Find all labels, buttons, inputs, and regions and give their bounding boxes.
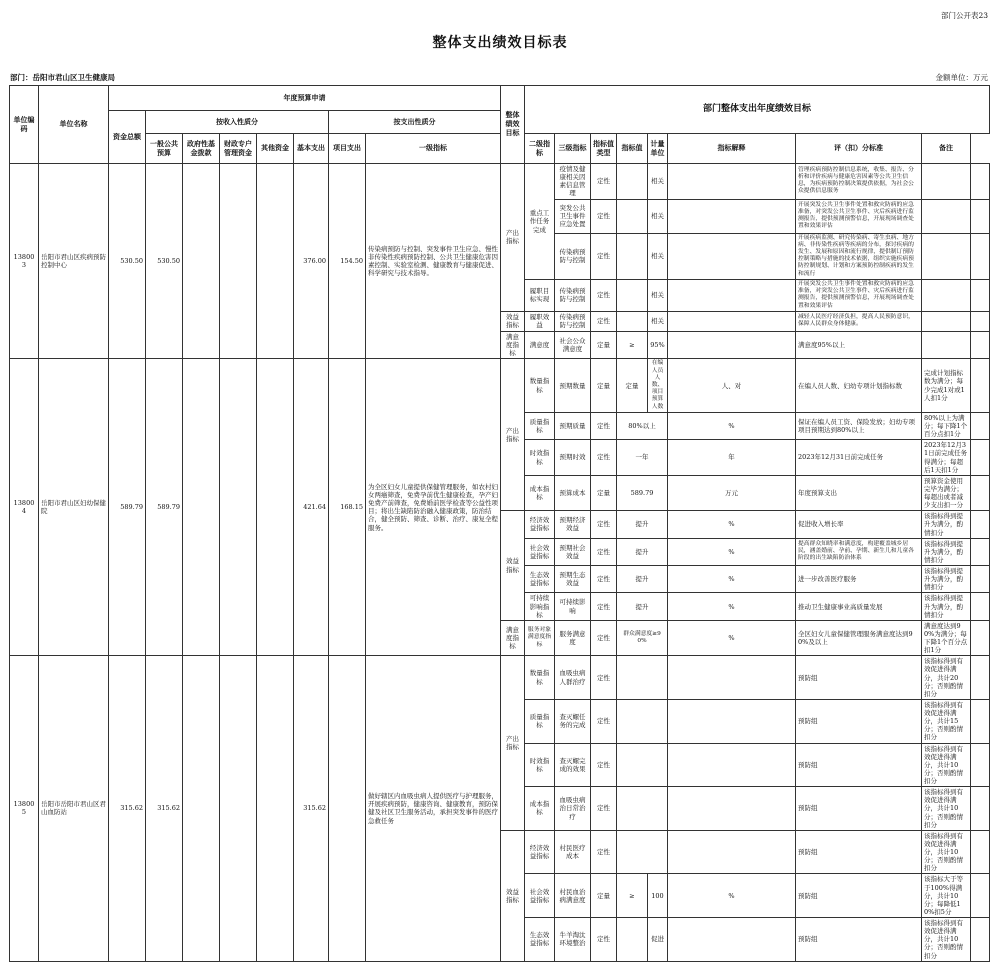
level2-cell: 可持续影响指标	[525, 593, 555, 620]
level2-cell: 时效指标	[525, 743, 555, 787]
unit-cell: %	[668, 538, 796, 565]
remark-cell	[971, 412, 990, 439]
col-level2: 二级指标	[525, 134, 555, 164]
general-public: 530.50	[146, 164, 183, 359]
level2-cell: 质量指标	[525, 699, 555, 743]
level3-cell: 预期经济效益	[555, 511, 591, 538]
value-cell: 提升	[617, 538, 668, 565]
overall-goal: 做好辖区内血吸虫病人提供医疗与护理服务，开展疾病预防，健康咨询、健康教育，预防保健及社区卫生服务活动，承担突发事件的医疗急救任务	[366, 656, 501, 961]
operator-cell	[617, 164, 648, 200]
value-type-cell: 定量	[591, 874, 617, 918]
operator-cell	[617, 233, 648, 279]
explain-cell: 预防组	[796, 743, 922, 787]
operator-cell: ≥	[617, 331, 648, 358]
page-title: 整体支出绩效目标表	[432, 35, 568, 51]
remark-cell	[971, 743, 990, 787]
col-unit-code: 单位编码	[10, 86, 39, 164]
value-type-cell: 定性	[591, 566, 617, 593]
gov-fund	[183, 656, 220, 961]
remark-cell	[971, 620, 990, 656]
level1-cell: 满意度指标	[501, 331, 525, 358]
scoring-cell: 2023年12月31日前完成任务得满分；每超后1天扣1分	[922, 440, 971, 476]
level2-cell: 满意度	[525, 331, 555, 358]
explain-cell: 满意度95%以上	[796, 331, 922, 358]
table-row	[10, 164, 990, 200]
value-type-cell: 定量	[591, 359, 617, 413]
remark-cell	[971, 874, 990, 918]
remark-cell	[971, 656, 990, 700]
value-type-cell: 定性	[591, 918, 617, 962]
scoring-cell: 该指标得到提升为满分，酌情扣分	[922, 593, 971, 620]
value-type-cell: 定性	[591, 699, 617, 743]
other-funds	[257, 359, 294, 656]
value-cell: 相关	[648, 279, 668, 311]
department-label: 部门：岳阳市君山区卫生健康局	[10, 73, 115, 82]
level3-cell: 查灭螺任务的完成	[555, 699, 591, 743]
unit-code: 138003	[10, 164, 39, 359]
value-cell: 提升	[617, 511, 668, 538]
value-cell: 提升	[617, 566, 668, 593]
value-cell: 相关	[648, 199, 668, 233]
scoring-cell	[922, 311, 971, 331]
unit-cell: 人、对	[668, 359, 796, 413]
level2-cell: 质量指标	[525, 412, 555, 439]
value-type-cell: 定性	[591, 279, 617, 311]
table-row	[10, 656, 990, 700]
scoring-cell: 该指标大于等于100%得满分，共计10分；每降低10%扣5分	[922, 874, 971, 918]
remark-cell	[971, 566, 990, 593]
value-cell: 相关	[648, 233, 668, 279]
explain-cell: 管理疾病预防控制信息系统，收集、报告、分析和评价疾病与健康危害因素等公共卫生信息，为疾病预防控制决策提供依据，为社会公众提供信息服务	[796, 164, 922, 200]
unit-cell	[668, 311, 796, 331]
col-value-type: 指标值类型	[591, 134, 617, 164]
value-cell	[617, 830, 668, 874]
explain-cell: 促进收入增长率	[796, 511, 922, 538]
scoring-cell: 该指标得到提升为满分，酌情扣分	[922, 511, 971, 538]
explain-cell: 预防组	[796, 874, 922, 918]
level2-cell: 经济效益指标	[525, 830, 555, 874]
total-funds: 589.79	[109, 359, 146, 656]
level2-cell: 生态效益指标	[525, 566, 555, 593]
explain-cell: 在编人员人数、妇幼专项计划指标数	[796, 359, 922, 413]
level3-cell: 村民医疗成本	[555, 830, 591, 874]
level1-cell: 满意度指标	[501, 620, 525, 656]
value-type-cell: 定性	[591, 787, 617, 831]
operator-cell	[617, 199, 648, 233]
scoring-cell	[922, 233, 971, 279]
level3-cell: 社会公众满意度	[555, 331, 591, 358]
total-funds: 315.62	[109, 656, 146, 961]
unit-cell	[668, 699, 796, 743]
level1-cell: 效益指标	[501, 830, 525, 961]
unit-cell	[668, 787, 796, 831]
unit-cell: %	[668, 874, 796, 918]
remark-cell	[971, 331, 990, 358]
other-funds	[257, 164, 294, 359]
col-budget-apply: 年度预算申请	[109, 86, 501, 111]
unit-cell: %	[668, 593, 796, 620]
header-row-1	[10, 86, 990, 111]
value-cell	[617, 787, 668, 831]
gov-fund	[183, 359, 220, 656]
value-type-cell: 定量	[591, 475, 617, 511]
value-type-cell: 定性	[591, 233, 617, 279]
value-type-cell: 定性	[591, 412, 617, 439]
operator-cell	[617, 918, 648, 962]
col-unit-name: 单位名称	[39, 86, 109, 164]
col-by-expense: 按支出性质分	[329, 111, 501, 134]
basic-exp: 376.00	[294, 164, 329, 359]
level3-cell: 预期时效	[555, 440, 591, 476]
col-value: 指标值	[617, 134, 648, 164]
project-exp	[329, 656, 366, 961]
level3-cell: 村民血治病满意度	[555, 874, 591, 918]
level2-cell: 服务对象满意度指标	[525, 620, 555, 656]
remark-cell	[971, 440, 990, 476]
unit-cell	[668, 331, 796, 358]
general-public: 315.62	[146, 656, 183, 961]
table-row	[10, 359, 990, 413]
unit-cell: %	[668, 412, 796, 439]
col-general-public: 一般公共预算	[146, 134, 183, 164]
unit-cell: %	[668, 566, 796, 593]
col-unit: 计量单位	[648, 134, 668, 164]
level2-cell: 履职目标实现	[525, 279, 555, 311]
explain-cell: 2023年12月31日前完成任务	[796, 440, 922, 476]
basic-exp: 421.64	[294, 359, 329, 656]
level3-cell: 预期生态效益	[555, 566, 591, 593]
unit-cell: %	[668, 511, 796, 538]
col-project-exp: 项目支出	[329, 134, 366, 164]
explain-cell: 开展突发公共卫生事件处置和救灾防病的应急准备，对突发公共卫生事件、灾后疾病进行监测报告，提供预测预警信息，开展现场调查处置和效果评估	[796, 199, 922, 233]
remark-cell	[971, 164, 990, 200]
explain-cell: 预防组	[796, 699, 922, 743]
value-cell: 80%以上	[617, 412, 668, 439]
header-row-3	[10, 134, 990, 164]
col-explain: 指标解释	[668, 134, 796, 164]
col-overall-goal: 整体绩效目标	[501, 86, 525, 164]
col-level1: 一级指标	[366, 134, 501, 164]
value-cell: 相关	[648, 164, 668, 200]
level3-cell: 查灭螺完成的效果	[555, 743, 591, 787]
page-corner-label: 部门公开表23	[940, 11, 988, 20]
level2-cell: 经济效益指标	[525, 511, 555, 538]
unit-cell	[668, 830, 796, 874]
level1-cell: 产出指标	[501, 656, 525, 831]
special-account	[220, 164, 257, 359]
value-cell: 一年	[617, 440, 668, 476]
scoring-cell	[922, 279, 971, 311]
explain-cell: 预防组	[796, 787, 922, 831]
value-cell: 100	[648, 874, 668, 918]
value-type-cell: 定性	[591, 311, 617, 331]
value-type-cell: 定量	[591, 331, 617, 358]
value-cell	[617, 656, 668, 700]
scoring-cell: 该指标得到提升为满分，酌情扣分	[922, 538, 971, 565]
col-gov-fund: 政府性基金拨款	[183, 134, 220, 164]
remark-cell	[971, 830, 990, 874]
gov-fund	[183, 164, 220, 359]
remark-cell	[971, 699, 990, 743]
explain-cell: 预防组	[796, 918, 922, 962]
unit-cell	[668, 918, 796, 962]
overall-goal: 传染病预防与控制、突发事件卫生应急、慢性非传染性疾病预防控制、公共卫生健康危害因素控制、实验室检测、健康教育与健康促进、科学研究与技术指导。	[366, 164, 501, 359]
level3-cell: 血吸虫病人群治疗	[555, 656, 591, 700]
total-funds: 530.50	[109, 164, 146, 359]
explain-cell: 预防组	[796, 656, 922, 700]
level2-cell: 生态效益指标	[525, 918, 555, 962]
level1-cell: 产出指标	[501, 359, 525, 511]
general-public: 589.79	[146, 359, 183, 656]
level3-cell: 传染病预防与控制	[555, 279, 591, 311]
explain-cell: 保证在编人员工资、保险发放；妇幼专项项目预期达到80%以上	[796, 412, 922, 439]
explain-cell: 提高群众知晓率和满意度，构建覆盖城乡居民，涵盖婚前、孕前、孕期、新生儿和儿童各阶段的出生缺陷防治体系	[796, 538, 922, 565]
value-cell: 促进	[648, 918, 668, 962]
value-type-cell: 定性	[591, 538, 617, 565]
level3-cell: 预期质量	[555, 412, 591, 439]
remark-cell	[971, 593, 990, 620]
unit-cell	[668, 656, 796, 700]
value-cell: 在编人员人数、项目预算人数	[648, 359, 668, 413]
scoring-cell	[922, 331, 971, 358]
unit-name: 岳阳市君山区疾病预防控制中心	[39, 164, 109, 359]
basic-exp: 315.62	[294, 656, 329, 961]
level3-cell: 传染病预防与控制	[555, 233, 591, 279]
operator-cell	[617, 311, 648, 331]
special-account	[220, 359, 257, 656]
project-exp: 168.15	[329, 359, 366, 656]
explain-cell: 开展疾病监测、研究传染病、寄生虫病、地方病、非传染性疾病等疾病的分布，探讨疾病的发生、发展和原因和流行规律，提供制订预防控制策略与措施的技术依据，组织实施疾病预防控制规划、计划和方案预防控制疾病的发生和流行	[796, 233, 922, 279]
value-type-cell: 定性	[591, 743, 617, 787]
value-cell	[617, 699, 668, 743]
col-dept-goal: 部门整体支出年度绩效目标	[525, 86, 990, 134]
value-type-cell: 定性	[591, 164, 617, 200]
level3-cell: 疫情及健康相关因素信息管理	[555, 164, 591, 200]
level2-cell: 社会效益指标	[525, 874, 555, 918]
unit-code: 138005	[10, 656, 39, 961]
level2-cell: 社会效益指标	[525, 538, 555, 565]
value-cell: 589.79	[617, 475, 668, 511]
value-type-cell: 定性	[591, 511, 617, 538]
other-funds	[257, 656, 294, 961]
explain-cell: 预防组	[796, 830, 922, 874]
level2-cell: 重点工作任务完成	[525, 164, 555, 280]
scoring-cell: 该指标得到有效促进得满分，共计20分；否则酌情扣分	[922, 656, 971, 700]
currency-unit-label: 金额单位：万元	[935, 73, 988, 82]
unit-cell: %	[668, 620, 796, 656]
operator-cell: 定量	[617, 359, 648, 413]
value-type-cell: 定性	[591, 440, 617, 476]
scoring-cell	[922, 199, 971, 233]
level2-cell: 时效指标	[525, 440, 555, 476]
explain-cell: 年度预算支出	[796, 475, 922, 511]
remark-cell	[971, 359, 990, 413]
scoring-cell: 该指标得到提升为满分，酌情扣分	[922, 566, 971, 593]
level1-cell: 效益指标	[501, 511, 525, 621]
level2-cell: 数量指标	[525, 359, 555, 413]
unit-cell	[668, 199, 796, 233]
value-type-cell: 定性	[591, 199, 617, 233]
value-cell	[617, 743, 668, 787]
unit-cell: 万元	[668, 475, 796, 511]
unit-cell: 年	[668, 440, 796, 476]
explain-cell: 开展突发公共卫生事件处置和救灾防病的应急准备，对突发公共卫生事件、灾后疾病进行监测报告，提供预测预警信息，开展现场调查处置和效果评估	[796, 279, 922, 311]
remark-cell	[971, 475, 990, 511]
col-special-account: 财政专户管理资金	[220, 134, 257, 164]
col-scoring: 评（扣）分标准	[796, 134, 922, 164]
level2-cell: 履职效益	[525, 311, 555, 331]
value-type-cell: 定性	[591, 830, 617, 874]
performance-table	[9, 85, 990, 962]
level1-cell: 效益指标	[501, 311, 525, 331]
scoring-cell: 该指标得到有效促进得满分，共计10分；否则酌情扣分	[922, 787, 971, 831]
col-level3: 三级指标	[555, 134, 591, 164]
scoring-cell: 80%以上为满分；每下降1个百分点扣1分	[922, 412, 971, 439]
remark-cell	[971, 918, 990, 962]
level2-cell: 数量指标	[525, 656, 555, 700]
scoring-cell: 完成计划指标数为满分；每少完成1对或1人扣1分	[922, 359, 971, 413]
unit-name: 岳阳市君山区妇幼保健院	[39, 359, 109, 656]
level3-cell: 服务满意度	[555, 620, 591, 656]
remark-cell	[971, 311, 990, 331]
value-cell: 群众满意度≥90%	[617, 620, 668, 656]
level2-cell: 成本指标	[525, 787, 555, 831]
level3-cell: 预期社会效益	[555, 538, 591, 565]
scoring-cell: 该指标得到有效促进得满分，共计10分；否则酌情扣分	[922, 918, 971, 962]
remark-cell	[971, 538, 990, 565]
value-cell: 相关	[648, 311, 668, 331]
level3-cell: 传染病预防与控制	[555, 311, 591, 331]
scoring-cell: 满意度达到90%为满分；每下降1个百分点扣1分	[922, 620, 971, 656]
scoring-cell: 该指标得到有效促进得满分，共计10分；否则酌情扣分	[922, 743, 971, 787]
unit-cell	[668, 743, 796, 787]
unit-code: 138004	[10, 359, 39, 656]
operator-cell	[617, 279, 648, 311]
level3-cell: 预算成本	[555, 475, 591, 511]
scoring-cell: 该指标得到有效促进得满分，共计10分；否则酌情扣分	[922, 830, 971, 874]
special-account	[220, 656, 257, 961]
value-cell: 提升	[617, 593, 668, 620]
level3-cell: 突发公共卫生事件应急处置	[555, 199, 591, 233]
col-total-funds: 资金总额	[109, 111, 146, 164]
explain-cell: 进一步改善医疗服务	[796, 566, 922, 593]
level2-cell: 成本指标	[525, 475, 555, 511]
level3-cell: 牛羊淘汰环境整治	[555, 918, 591, 962]
col-other-funds: 其他资金	[257, 134, 294, 164]
remark-cell	[971, 233, 990, 279]
value-cell: 95%	[648, 331, 668, 358]
explain-cell: 全区妇女儿童保健管理服务满意度达到90%及以上	[796, 620, 922, 656]
level1-cell: 产出指标	[501, 164, 525, 312]
col-remark: 备注	[922, 134, 971, 164]
scoring-cell: 预算资金使用完毕为满分；每超出或者减少支出扣一分	[922, 475, 971, 511]
level3-cell: 预期数量	[555, 359, 591, 413]
value-type-cell: 定性	[591, 656, 617, 700]
level3-cell: 可持续影响	[555, 593, 591, 620]
explain-cell: 推动卫生健康事业高质量发展	[796, 593, 922, 620]
remark-cell	[971, 511, 990, 538]
remark-cell	[971, 279, 990, 311]
unit-cell	[668, 279, 796, 311]
col-basic-exp: 基本支出	[294, 134, 329, 164]
unit-cell	[668, 233, 796, 279]
value-type-cell: 定性	[591, 593, 617, 620]
scoring-cell: 该指标得到有效促进得满分，共计15分；否则酌情扣分	[922, 699, 971, 743]
operator-cell: ≥	[617, 874, 648, 918]
explain-cell: 减轻人民医疗经济负担，提高人民预防意识，保障人民群众身体健康。	[796, 311, 922, 331]
remark-cell	[971, 787, 990, 831]
project-exp: 154.50	[329, 164, 366, 359]
unit-cell	[668, 164, 796, 200]
remark-cell	[971, 199, 990, 233]
col-by-income: 按收入性质分	[146, 111, 329, 134]
level3-cell: 血吸虫病治日常治疗	[555, 787, 591, 831]
overall-goal: 为全区妇女儿童提供保健管理服务，如农村妇女两癌筛查，免费孕前优生健康检查，孕产妇免费产前筛查，免费婚前医学检查等公益性项目；将出生缺陷防治融入健康政策，防治结合，健全预防、筛查、诊断、治疗、康复全程服务。	[366, 359, 501, 656]
scoring-cell	[922, 164, 971, 200]
unit-name: 岳阳市岳阳市君山区君山血防站	[39, 656, 109, 961]
value-type-cell: 定性	[591, 620, 617, 656]
